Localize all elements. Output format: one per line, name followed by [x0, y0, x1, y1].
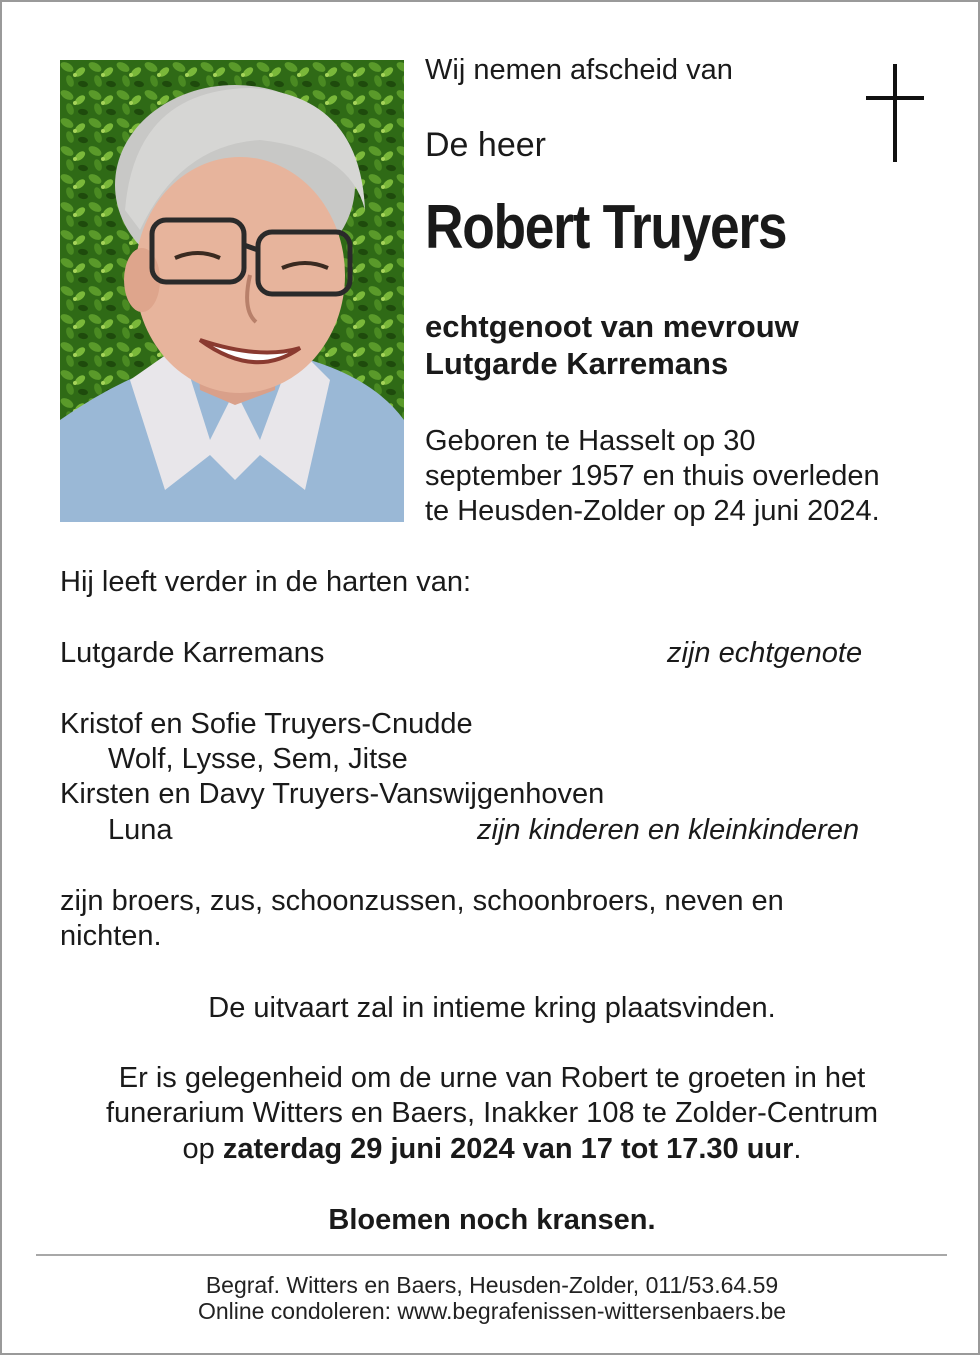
- children-role: zijn kinderen en kleinkinderen: [477, 814, 860, 846]
- funeral-notice: De uitvaart zal in intieme kring plaatsvinden.: [208, 992, 776, 1024]
- visit-suffix: .: [793, 1133, 802, 1165]
- visit-datetime: zaterdag 29 juni 2024 van 17 tot 17.30 uur: [222, 1133, 794, 1165]
- family-2: Kirsten en Davy Truyers-Vanswijgenhoven: [60, 778, 605, 810]
- survivors-heading: Hij leeft verder in de harten van:: [60, 566, 472, 598]
- footer-divider: [36, 1254, 947, 1256]
- family-2-children: Luna: [108, 814, 173, 846]
- visit-prefix: op: [182, 1133, 223, 1165]
- footer-undertaker: Begraf. Witters en Baers, Heusden-Zolder, 011/53.64.59: [205, 1272, 779, 1298]
- deceased-name: Robert Truyers: [425, 193, 787, 262]
- born-line-1: Geboren te Hasselt op 30: [425, 425, 756, 457]
- visit-line-2: funerarium Witters en Baers, Inakker 108 te Zolder-Centrum: [105, 1097, 879, 1129]
- survivor-spouse-name: Lutgarde Karremans: [60, 637, 325, 669]
- spouse-line-1: echtgenoot van mevrouw: [425, 309, 799, 344]
- born-line-3: te Heusden-Zolder op 24 juni 2024.: [425, 495, 880, 527]
- flowers-notice: Bloemen noch kransen.: [328, 1204, 656, 1236]
- born-line-2: september 1957 en thuis overleden: [425, 460, 880, 492]
- footer-condolences: Online condoleren: www.begrafenissen-wittersenbaers.be: [197, 1298, 787, 1324]
- portrait-photo: [60, 60, 404, 522]
- relatives-line-1: zijn broers, zus, schoonzussen, schoonbroers, neven en: [60, 885, 784, 917]
- spouse-line-2: Lutgarde Karremans: [425, 346, 729, 381]
- birth-death-info: [425, 424, 945, 529]
- spouse-info: [425, 308, 799, 382]
- visit-line-1: Er is gelegenheid om de urne van Robert te groeten in het: [118, 1062, 866, 1094]
- visit-line-3: [2, 1133, 980, 1166]
- family-1-children: Wolf, Lysse, Sem, Jitse: [108, 743, 408, 775]
- honorific: De heer: [425, 126, 546, 164]
- relatives-line-2: nichten.: [60, 920, 162, 952]
- survivor-spouse-role: zijn echtgenote: [667, 637, 863, 669]
- cross-icon: [866, 64, 924, 162]
- family-1: Kristof en Sofie Truyers-Cnudde: [60, 708, 473, 740]
- intro-text: Wij nemen afscheid van: [425, 54, 733, 86]
